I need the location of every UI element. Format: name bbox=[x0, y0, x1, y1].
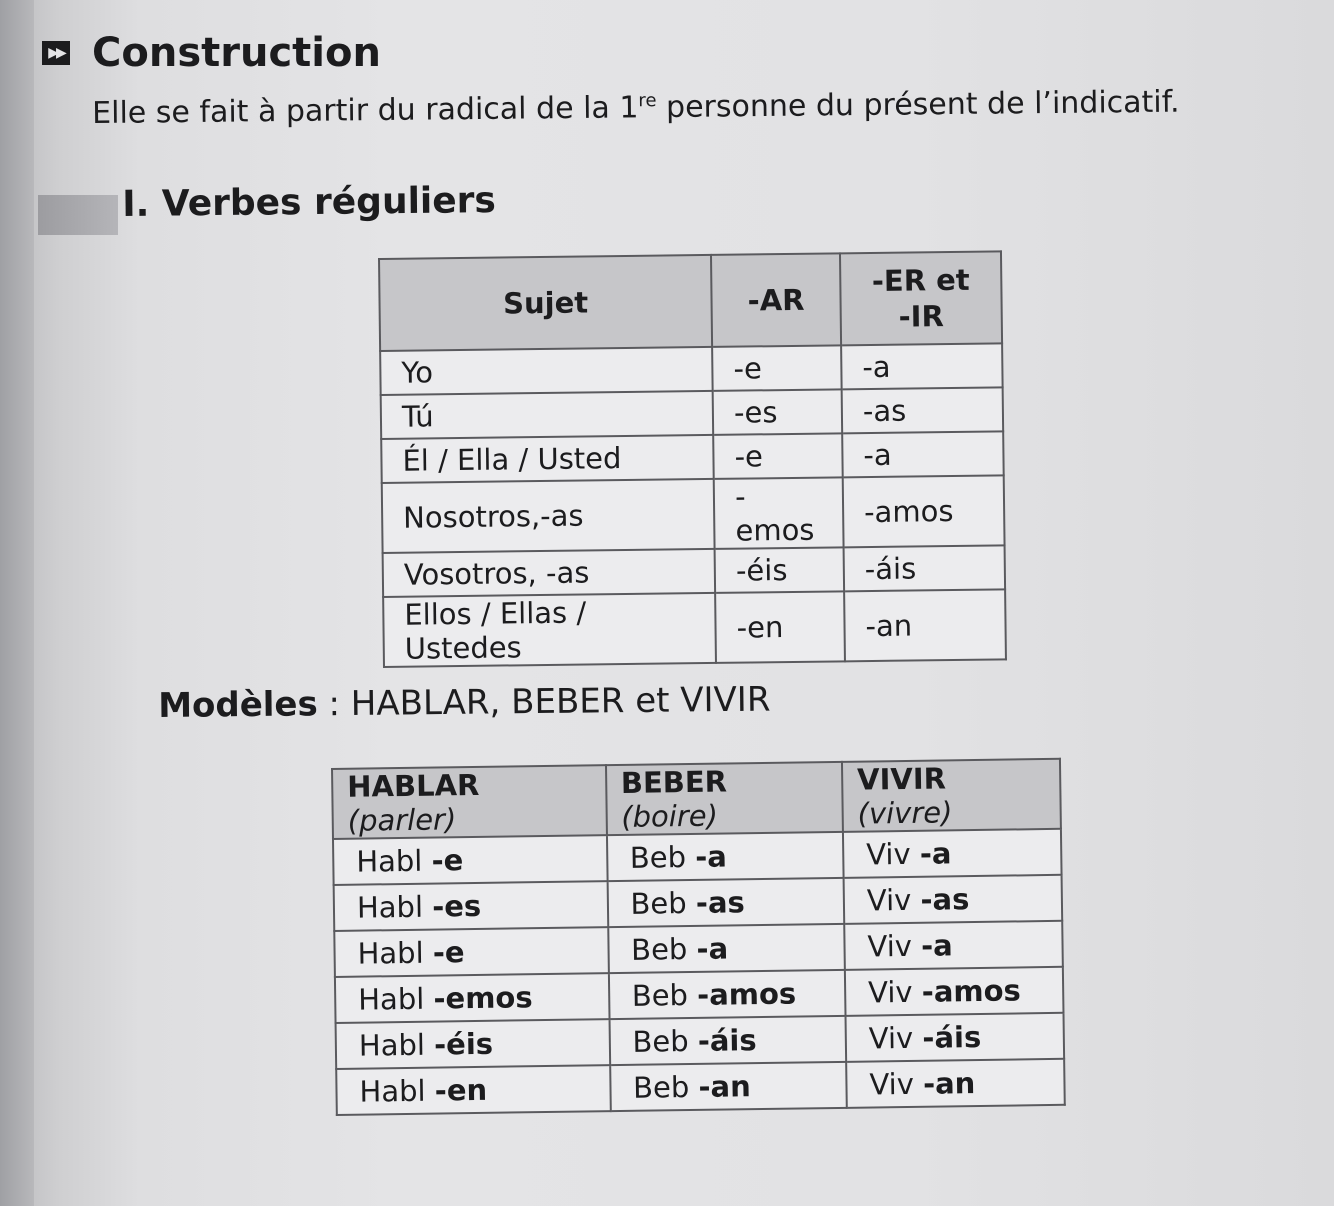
header-translation: (vivre) bbox=[857, 795, 953, 831]
ending: -a bbox=[920, 928, 953, 963]
models-line bbox=[158, 680, 771, 726]
header-subject: Sujet bbox=[379, 255, 712, 351]
header-vivir bbox=[842, 759, 1061, 832]
hablar-cell bbox=[336, 1019, 610, 1069]
hablar-cell bbox=[334, 881, 608, 931]
stem: Viv bbox=[866, 882, 921, 918]
ar-ending-cell: -e bbox=[713, 433, 842, 479]
er-ir-ending-cell: -as bbox=[842, 387, 1004, 433]
stem: Beb bbox=[629, 839, 696, 875]
hablar-cell bbox=[334, 927, 608, 977]
ending: -as bbox=[920, 882, 970, 917]
er-ir-ending-cell: -a bbox=[841, 343, 1003, 389]
header-er-ir bbox=[840, 251, 1002, 345]
er-ir-ending-cell: -áis bbox=[844, 545, 1006, 591]
header-translation: (boire) bbox=[621, 798, 719, 834]
ending: -a bbox=[695, 839, 728, 874]
header-er-line1: -ER et bbox=[871, 262, 970, 298]
header-er-line2: -IR bbox=[898, 299, 945, 334]
stem: Beb bbox=[630, 931, 697, 967]
vivir-cell bbox=[844, 921, 1063, 970]
er-ir-ending-cell: -amos bbox=[843, 475, 1005, 547]
stem: Beb bbox=[630, 885, 697, 921]
subject-cell: Ellos / Ellas / Ustedes bbox=[383, 593, 716, 667]
subject-cell: Él / Ella / Usted bbox=[381, 435, 714, 483]
intro-text-before: Elle se fait à partir du radical de la 1 bbox=[92, 90, 639, 131]
vivir-cell bbox=[844, 875, 1063, 924]
vivir-cell bbox=[845, 967, 1064, 1016]
page-shadow-edge bbox=[0, 0, 34, 1206]
header-hablar bbox=[332, 765, 607, 839]
table-row bbox=[381, 431, 1003, 483]
ending: -e bbox=[431, 843, 464, 878]
intro-superscript: re bbox=[638, 90, 657, 112]
table-row bbox=[383, 545, 1005, 597]
stem: Viv bbox=[867, 928, 922, 964]
ending: -áis bbox=[922, 1019, 982, 1055]
stem: Habl bbox=[357, 935, 434, 971]
heading-title: Construction bbox=[92, 30, 381, 76]
vivir-cell bbox=[843, 829, 1062, 878]
beber-cell bbox=[607, 878, 844, 927]
ar-ending-cell: -e bbox=[712, 345, 841, 391]
intro-text-after: personne du présent de l’indicatif. bbox=[656, 84, 1180, 126]
stem: Habl bbox=[358, 1027, 435, 1063]
models-text: : HABLAR, BEBER et VIVIR bbox=[317, 679, 771, 725]
beber-cell bbox=[607, 832, 844, 881]
ar-ending-cell: -en bbox=[715, 591, 845, 663]
table-row bbox=[336, 1059, 1065, 1115]
stem: Viv bbox=[865, 836, 921, 872]
ending: -e bbox=[432, 935, 465, 970]
intro-paragraph bbox=[92, 85, 1180, 131]
models-label: Modèles bbox=[158, 684, 318, 726]
table-row bbox=[381, 387, 1003, 439]
ending: -es bbox=[431, 888, 482, 924]
er-ir-ending-cell: -a bbox=[842, 431, 1004, 477]
endings-table-header-row bbox=[379, 251, 1002, 351]
stem: Habl bbox=[357, 981, 434, 1017]
header-ar: -AR bbox=[711, 253, 841, 347]
ar-ending-cell: -emos bbox=[714, 477, 844, 549]
ending: -áis bbox=[697, 1023, 757, 1058]
beber-cell bbox=[610, 1062, 847, 1111]
ending: -a bbox=[696, 931, 729, 966]
ending: -amos bbox=[921, 973, 1022, 1009]
hablar-cell bbox=[335, 973, 609, 1023]
ending: -an bbox=[922, 1066, 976, 1101]
er-ir-ending-cell: -an bbox=[844, 589, 1006, 661]
ar-ending-cell: -éis bbox=[715, 547, 844, 593]
stem: Beb bbox=[632, 1023, 699, 1059]
ending: -en bbox=[434, 1072, 488, 1108]
beber-cell bbox=[609, 1016, 846, 1065]
table-row bbox=[382, 475, 1005, 553]
subject-cell: Nosotros,-as bbox=[382, 479, 715, 553]
stem: Beb bbox=[631, 977, 698, 1013]
section-heading bbox=[42, 30, 381, 76]
stem: Habl bbox=[356, 889, 433, 925]
subject-cell: Tú bbox=[381, 391, 714, 439]
endings-table bbox=[378, 250, 1007, 668]
fast-forward-icon: ▶▶ bbox=[42, 41, 70, 65]
section-title: I. Verbes réguliers bbox=[122, 180, 497, 225]
vivir-cell bbox=[845, 1013, 1064, 1062]
header-translation: (parler) bbox=[347, 802, 457, 838]
ending: -an bbox=[698, 1069, 751, 1104]
header-verb: VIVIR bbox=[856, 761, 947, 797]
beber-cell bbox=[608, 924, 845, 973]
ending: -a bbox=[919, 836, 952, 871]
stem: Viv bbox=[867, 974, 923, 1010]
section-marker-bar bbox=[38, 195, 118, 235]
stem: Habl bbox=[359, 1073, 436, 1109]
stem: Beb bbox=[632, 1069, 699, 1105]
ending: -éis bbox=[433, 1026, 494, 1062]
hablar-cell bbox=[336, 1065, 610, 1115]
ending: -as bbox=[695, 885, 745, 920]
ending: -emos bbox=[433, 980, 533, 1016]
header-verb: HABLAR bbox=[347, 767, 480, 804]
ending: -amos bbox=[696, 976, 797, 1012]
models-table bbox=[331, 758, 1066, 1116]
hablar-cell bbox=[333, 835, 607, 885]
stem: Habl bbox=[356, 843, 432, 879]
header-verb: BEBER bbox=[620, 764, 728, 800]
table-row bbox=[380, 343, 1002, 395]
subject-cell: Yo bbox=[380, 347, 713, 395]
stem: Viv bbox=[868, 1020, 923, 1056]
header-beber bbox=[606, 762, 843, 835]
beber-cell bbox=[608, 970, 845, 1019]
models-table-header-row bbox=[332, 759, 1061, 839]
subject-cell: Vosotros, -as bbox=[383, 549, 716, 597]
stem: Viv bbox=[869, 1066, 924, 1102]
table-row bbox=[383, 589, 1006, 667]
ar-ending-cell: -es bbox=[713, 389, 842, 435]
vivir-cell bbox=[846, 1059, 1065, 1108]
